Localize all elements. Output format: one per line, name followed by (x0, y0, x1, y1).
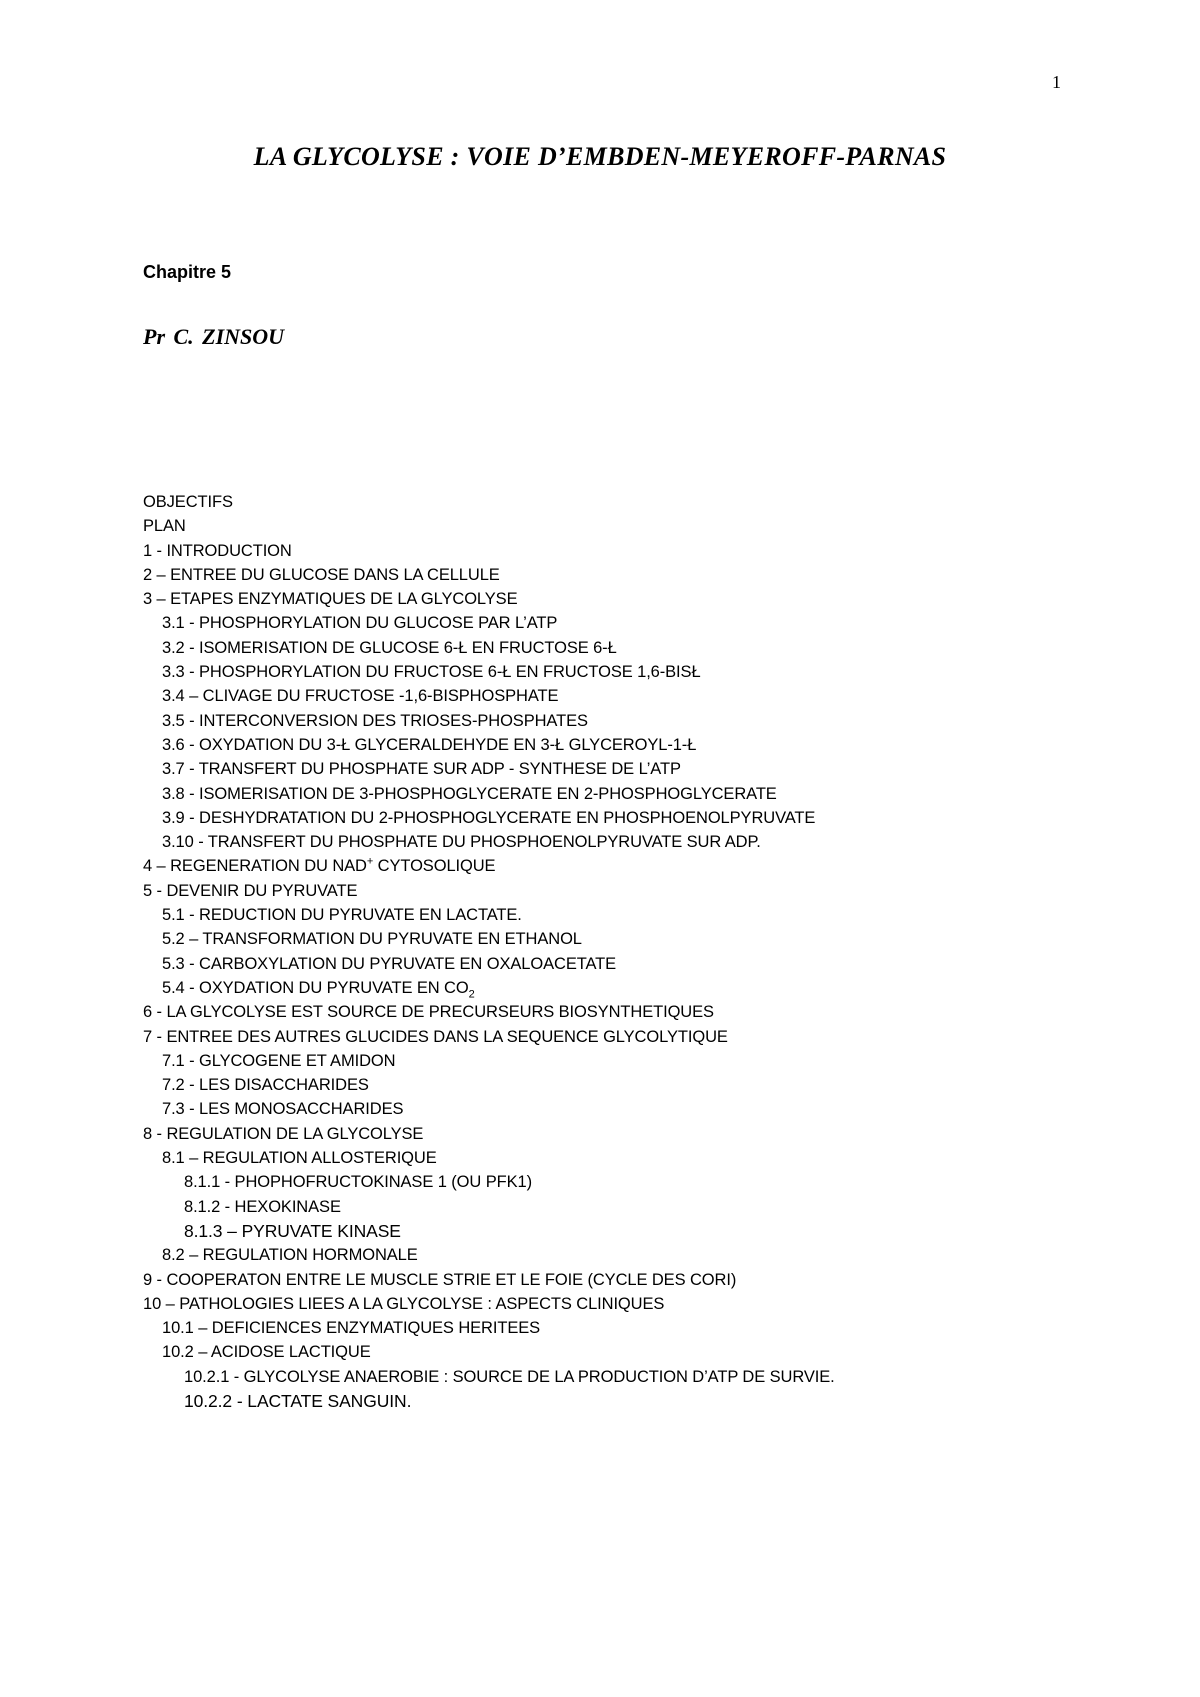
toc-entry (143, 1316, 835, 1340)
toc-entry (143, 514, 835, 538)
toc-entry-text: 3.3 - PHOSPHORYLATION DU FRUCTOSE 6-Ł EN FRUCTOSE 1,6-BISŁ (162, 663, 701, 682)
toc-entry-text: 8.1.1 - PHOPHOFRUCTOKINASE 1 (OU PFK1) (184, 1173, 532, 1192)
toc-entry (143, 587, 835, 611)
toc-entry (143, 1025, 835, 1049)
toc-entry-text: 5.4 - OXYDATION DU PYRUVATE EN CO (162, 978, 469, 997)
toc-entry-text: 5 - DEVENIR DU PYRUVATE (143, 881, 358, 900)
toc-entry-text: 7.2 - LES DISACCHARIDES (162, 1076, 369, 1095)
toc-entry (143, 782, 835, 806)
toc-entry-text: 10.2 – ACIDOSE LACTIQUE (162, 1343, 371, 1362)
toc-entry-text: 8.2 – REGULATION HORMONALE (162, 1246, 418, 1265)
toc-entry-text: 10.1 – DEFICIENCES ENZYMATIQUES HERITEES (162, 1319, 541, 1338)
toc-entry (143, 976, 835, 1000)
toc-entry (143, 733, 835, 757)
toc-entry-text: 4 – REGENERATION DU NAD (143, 857, 367, 876)
toc-entry (143, 952, 835, 976)
toc-entry-text: 7.3 - LES MONOSACCHARIDES (162, 1100, 404, 1119)
toc-entry (143, 1268, 835, 1292)
toc-entry-text: 3 – ETAPES ENZYMATIQUES DE LA GLYCOLYSE (143, 590, 518, 609)
toc-entry (143, 1365, 835, 1389)
toc-entry (143, 611, 835, 635)
toc-entry-text: 5.1 - REDUCTION DU PYRUVATE EN LACTATE. (162, 906, 522, 925)
toc-entry (143, 563, 835, 587)
toc-entry-text: 10.2.2 - LACTATE SANGUIN. (184, 1390, 412, 1411)
toc-entry (143, 684, 835, 708)
toc-entry-text: 3.6 - OXYDATION DU 3-Ł GLYCERALDEHYDE EN 3-Ł GLYCEROYL-1-Ł (162, 735, 697, 754)
toc-entry (143, 1146, 835, 1170)
toc-entry (143, 1122, 835, 1146)
toc-entry-text: 3.8 - ISOMERISATION DE 3-PHOSPHOGLYCERATE EN 2-PHOSPHOGLYCERATE (162, 784, 777, 803)
toc-entry-text: 10.2.1 - GLYCOLYSE ANAEROBIE : SOURCE DE LA PRODUCTION D’ATP DE SURVIE. (184, 1367, 835, 1386)
toc-entry-text: 7 - ENTREE DES AUTRES GLUCIDES DANS LA SEQUENCE GLYCOLYTIQUE (143, 1027, 728, 1046)
chapter-label: Chapitre 5 (143, 262, 232, 282)
toc-entry-text: 5.3 - CARBOXYLATION DU PYRUVATE EN OXALOACETATE (162, 954, 617, 973)
table-of-contents (143, 490, 835, 1413)
toc-entry (143, 660, 835, 684)
toc-entry (143, 1000, 835, 1024)
toc-entry-text: 6 - LA GLYCOLYSE EST SOURCE DE PRECURSEURS BIOSYNTHETIQUES (143, 1003, 714, 1022)
toc-entry-text: 3.10 - TRANSFERT DU PHOSPHATE DU PHOSPHOENOLPYRUVATE SUR ADP. (162, 833, 761, 852)
toc-entry (143, 927, 835, 951)
toc-entry-text: 9 - COOPERATON ENTRE LE MUSCLE STRIE ET LE FOIE (CYCLE DES CORI) (143, 1270, 737, 1289)
toc-entry-text: OBJECTIFS (143, 493, 233, 511)
toc-entry-text: 8 - REGULATION DE LA GLYCOLYSE (143, 1124, 424, 1143)
toc-entry-text: 3.4 – CLIVAGE DU FRUCTOSE -1,6-BISPHOSPHATE (162, 687, 559, 706)
author-name: Pr C. ZINSOU (143, 324, 285, 349)
toc-entry-text-suffix: CYTOSOLIQUE (373, 857, 496, 876)
toc-entry-text: 7.1 - GLYCOGENE ET AMIDON (162, 1051, 396, 1070)
document-title: LA GLYCOLYSE : VOIE D’EMBDEN-MEYEROFF-PARNAS (253, 142, 947, 171)
toc-entry (143, 539, 835, 563)
toc-entry-text: 3.5 - INTERCONVERSION DES TRIOSES-PHOSPHATES (162, 711, 588, 730)
toc-entry-text: 3.2 - ISOMERISATION DE GLUCOSE 6-Ł EN FRUCTOSE 6-Ł (162, 638, 617, 657)
toc-entry-subscript: 2 (468, 988, 475, 1001)
toc-entry-text: 2 – ENTREE DU GLUCOSE DANS LA CELLULE (143, 565, 500, 584)
toc-entry (143, 757, 835, 781)
toc-entry-superscript: + (366, 855, 374, 868)
toc-entry (143, 830, 835, 854)
toc-entry-text: 1 - INTRODUCTION (143, 541, 292, 560)
toc-entry-text: 3.1 - PHOSPHORYLATION DU GLUCOSE PAR L’ATP (162, 614, 558, 633)
toc-entry (143, 1073, 835, 1097)
toc-entry-text: 3.7 - TRANSFERT DU PHOSPHATE SUR ADP - SYNTHESE DE L’ATP (162, 760, 681, 779)
toc-entry-text: 8.1.3 – PYRUVATE KINASE (184, 1220, 401, 1241)
toc-entry (143, 806, 835, 830)
toc-entry (143, 490, 835, 514)
toc-entry (143, 879, 835, 903)
toc-entry (143, 709, 835, 733)
toc-entry (143, 1049, 835, 1073)
page-number: 1 (1052, 72, 1061, 92)
toc-entry-text: PLAN (143, 517, 186, 536)
toc-entry (143, 1219, 835, 1243)
toc-entry-text: 8.1 – REGULATION ALLOSTERIQUE (162, 1149, 437, 1168)
toc-entry (143, 903, 835, 927)
toc-entry (143, 636, 835, 660)
toc-entry (143, 854, 835, 878)
toc-entry (143, 1195, 835, 1219)
toc-entry (143, 1243, 835, 1267)
toc-entry (143, 1340, 835, 1364)
toc-entry (143, 1170, 835, 1194)
toc-entry (143, 1097, 835, 1121)
toc-entry (143, 1389, 835, 1413)
toc-entry-text: 10 – PATHOLOGIES LIEES A LA GLYCOLYSE : ASPECTS CLINIQUES (143, 1294, 665, 1313)
toc-entry-text: 5.2 – TRANSFORMATION DU PYRUVATE EN ETHANOL (162, 930, 582, 949)
toc-entry-text: 8.1.2 - HEXOKINASE (184, 1197, 341, 1216)
toc-entry-text: 3.9 - DESHYDRATATION DU 2-PHOSPHOGLYCERATE EN PHOSPHOENOLPYRUVATE (162, 808, 816, 827)
toc-entry (143, 1292, 835, 1316)
